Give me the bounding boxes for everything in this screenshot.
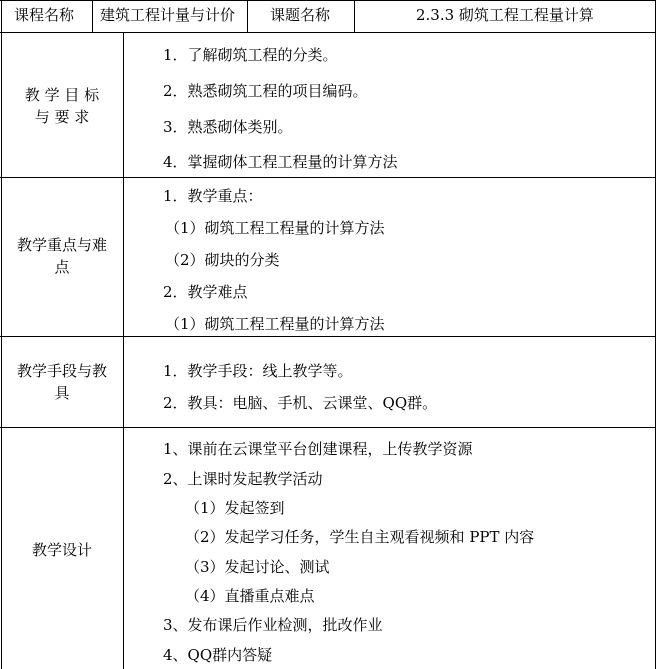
topic-value: 2.3.3 砌筑工程工程量计算 [416, 6, 594, 24]
design-item: 1、课前在云课堂平台创建课程，上传教学资源 [163, 440, 473, 458]
course-name-value: 建筑工程计量与计价 [100, 6, 236, 24]
design-item: （3）发起讨论、测试 [185, 558, 330, 576]
keypoints-label-line1: 教学重点与难 [16, 236, 107, 254]
keypoints-label [2, 234, 122, 278]
means-label [2, 360, 122, 404]
means-label-line2: 具 [54, 384, 70, 402]
header-divider-1 [92, 0, 93, 33]
design-item: （2）发起学习任务，学生自主观看视频和 PPT 内容 [185, 528, 535, 546]
objectives-label-line2: 与 要 求 [34, 108, 90, 126]
keypoint-item: （2）砌块的分类 [165, 251, 280, 269]
header-row-divider [0, 32, 656, 33]
keypoint-item: 2．教学难点 [163, 283, 248, 301]
keypoints-label-line2: 点 [54, 258, 70, 276]
table-border-top [0, 0, 656, 1]
design-item: （4）直播重点难点 [185, 587, 315, 605]
means-item: 2．教具：电脑、手机、云课堂、QQ群。 [163, 394, 438, 412]
design-label: 教学设计 [31, 541, 92, 559]
keypoint-item: （1）砌筑工程工程量的计算方法 [165, 315, 385, 333]
design-item: 4、QQ群内答疑 [163, 646, 273, 664]
objectives-label [2, 84, 122, 128]
design-item: （1）发起签到 [185, 499, 285, 517]
label-column-divider [123, 32, 124, 669]
objectives-row-divider [0, 177, 656, 178]
keypoint-item: （1）砌筑工程工程量的计算方法 [165, 219, 385, 237]
design-item: 2、上课时发起教学活动 [163, 470, 323, 488]
means-label-line1: 教学手段与教 [16, 362, 107, 380]
topic-label: 课题名称 [270, 6, 331, 24]
means-item: 1．教学手段：线上教学等。 [163, 362, 353, 380]
header-divider-2 [247, 0, 248, 33]
means-row-divider [0, 427, 656, 428]
course-name-label: 课程名称 [14, 6, 75, 24]
objective-item: 3．熟悉砌体类别。 [163, 118, 293, 136]
design-item: 3、发布课后作业检测，批改作业 [163, 616, 383, 634]
objective-item: 1．了解砌筑工程的分类。 [163, 46, 338, 64]
keypoints-row-divider [0, 336, 656, 337]
header-divider-3 [354, 0, 355, 33]
objective-item: 2．熟悉砌筑工程的项目编码。 [163, 82, 368, 100]
objectives-label-line1: 教 学 目 标 [24, 86, 100, 104]
keypoint-item: 1．教学重点： [163, 187, 263, 205]
objective-item: 4．掌握砌体工程工程量的计算方法 [163, 153, 398, 171]
